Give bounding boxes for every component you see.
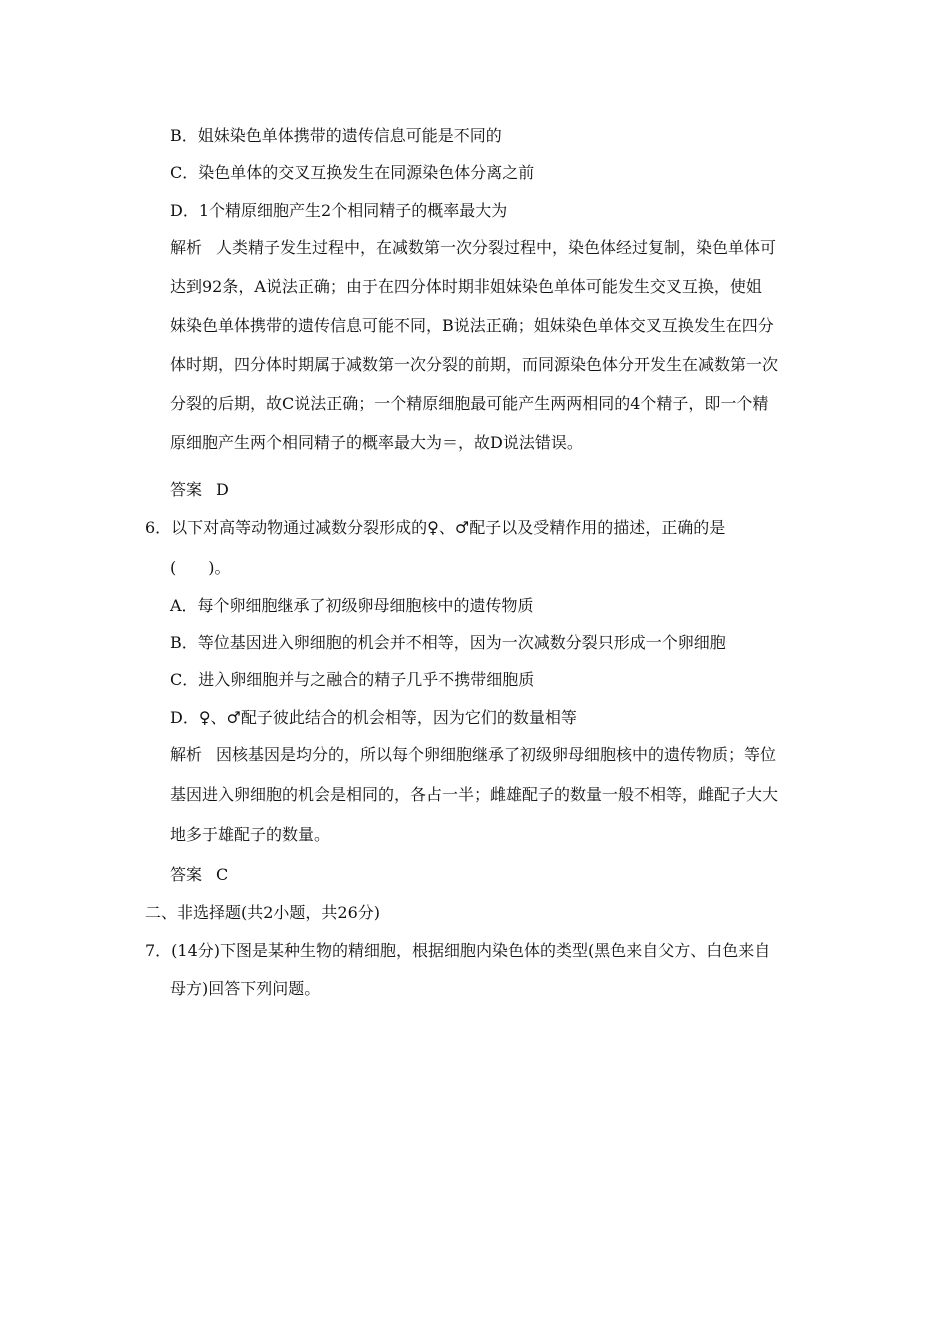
q6-analysis-line-1 <box>170 744 776 766</box>
q6-analysis-text-1: 因核基因是均分的，所以每个卵细胞继承了初级卵母细胞核中的遗传物质；等位 <box>216 745 777 764</box>
q7-stem-line-2: 母方)回答下列问题。 <box>170 979 321 998</box>
q6-option-c: C．进入卵细胞并与之融合的精子几乎不携带细胞质 <box>170 670 535 689</box>
q5-option-c: C．染色单体的交叉互换发生在同源染色体分离之前 <box>170 163 535 182</box>
q6-analysis-line-3: 地多于雄配子的数量。 <box>170 825 331 844</box>
q6-answer-label: 答案 <box>170 865 203 884</box>
q6-analysis-label: 解析 <box>170 745 203 764</box>
q5-analysis-line-2: 达到92条，A说法正确；由于在四分体时期非姐妹染色单体可能发生交叉互换，使姐 <box>170 277 762 296</box>
q5-analysis-line-3: 妹染色单体携带的遗传信息可能不同，B说法正确；姐妹染色单体交叉互换发生在四分 <box>170 316 774 335</box>
q6-analysis-line-2: 基因进入卵细胞的机会是相同的，各占一半；雌雄配子的数量一般不相等，雌配子大大 <box>170 785 779 804</box>
q6-option-a: A．每个卵细胞继承了初级卵母细胞核中的遗传物质 <box>170 596 534 615</box>
q6-stem-line-1: 6．以下对高等动物通过减数分裂形成的♀、♂配子以及受精作用的描述，正确的是 <box>145 518 726 537</box>
q5-analysis-line-5: 分裂的后期，故C说法正确；一个精原细胞最可能产生两两相同的4个精子，即一个精 <box>170 394 769 413</box>
q6-stem-line-2: ( )。 <box>170 558 231 577</box>
q5-analysis-line-4: 体时期，四分体时期属于减数第一次分裂的前期，而同源染色体分开发生在减数第一次 <box>170 355 779 374</box>
q5-analysis-line-6: 原细胞产生两个相同精子的概率最大为＝，故D说法错误。 <box>170 433 583 452</box>
q6-answer-value: C <box>216 865 229 884</box>
q6-option-b: B．等位基因进入卵细胞的机会并不相等，因为一次减数分裂只形成一个卵细胞 <box>170 633 726 652</box>
q5-answer-label: 答案 <box>170 480 203 499</box>
q5-analysis-line-1 <box>170 237 776 259</box>
q5-answer-value: D <box>216 480 229 499</box>
q5-option-b: B．姐妹染色单体携带的遗传信息可能是不同的 <box>170 126 502 145</box>
q6-answer <box>170 864 228 886</box>
q5-answer <box>170 479 229 501</box>
section-2-heading: 二、非选择题(共2小题，共26分) <box>145 903 381 922</box>
q5-analysis-label: 解析 <box>170 238 203 257</box>
q6-option-d: D．♀、♂配子彼此结合的机会相等，因为它们的数量相等 <box>170 708 577 727</box>
q7-stem-line-1: 7．(14分)下图是某种生物的精细胞，根据细胞内染色体的类型(黑色来自父方、白色来自 <box>145 941 771 960</box>
q5-analysis-text-1: 人类精子发生过程中，在减数第一次分裂过程中，染色体经过复制，染色单体可 <box>216 238 777 257</box>
q5-option-d: D．1个精原细胞产生2个相同精子的概率最大为 <box>170 201 508 220</box>
